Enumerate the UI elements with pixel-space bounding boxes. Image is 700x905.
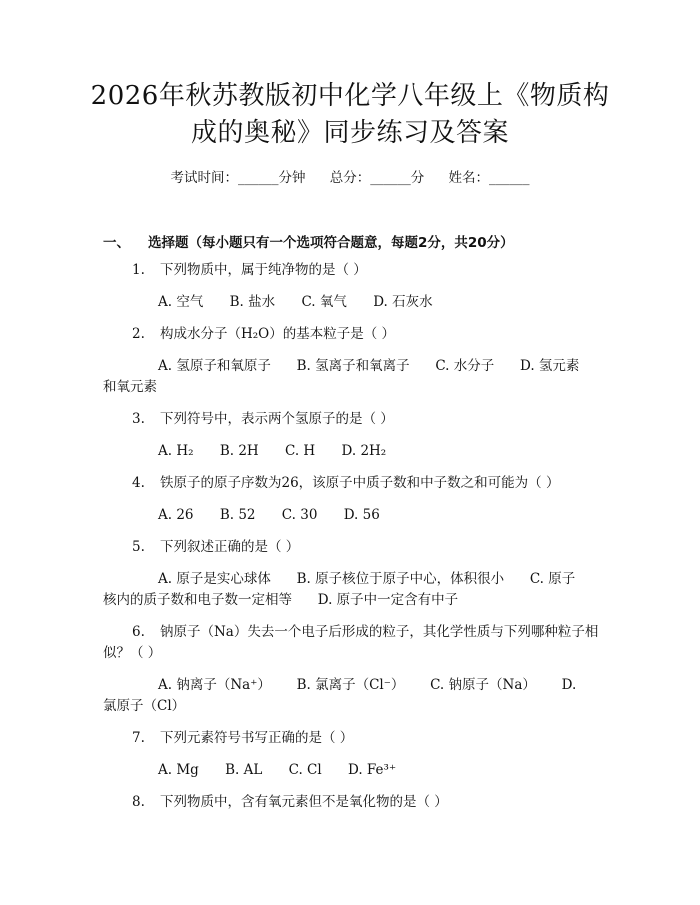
question-6-options-line-1: A. 钠离子（Na⁺） B. 氯离子（Cl⁻） C. 钠原子（Na） D.	[158, 677, 577, 693]
question-number: 5.	[132, 539, 145, 555]
section-number: 一、	[103, 235, 130, 251]
option-c: C. H	[285, 443, 316, 459]
question-text: 下列物质中，属于纯净物的是（ ）	[160, 262, 367, 278]
exam-meta	[0, 169, 700, 187]
question-7	[132, 727, 353, 749]
question-5-options-line-2: 核内的质子数和电子数一定相等 D. 原子中一定含有中子	[103, 592, 459, 608]
question-4-options	[158, 504, 402, 526]
option-a: A. H₂	[158, 443, 194, 459]
section-heading	[103, 231, 514, 251]
question-6	[132, 621, 598, 643]
question-5-options-line-1: A. 原子是实心球体 B. 原子核位于原子中心，体积很小 C. 原子	[158, 571, 576, 587]
question-text: 下列叙述正确的是（ ）	[160, 539, 300, 555]
section-title: 选择题（每小题只有一个选项符合题意，每题2分，共20分）	[148, 235, 514, 251]
option-d: D. 2H₂	[341, 443, 387, 459]
option-b: B. AL	[225, 762, 263, 778]
question-1-options	[158, 291, 455, 313]
question-2-options-line-1: A. 氢原子和氧原子 B. 氢离子和氧离子 C. 水分子 D. 氢元素	[158, 358, 580, 374]
question-4	[132, 472, 559, 494]
question-text: 下列物质中，含有氧元素但不是氧化物的是（ ）	[160, 794, 448, 810]
exam-time: 考试时间：______分钟	[170, 170, 306, 186]
question-text: 构成水分子（H₂O）的基本粒子是（ ）	[160, 326, 396, 342]
option-c: C. Cl	[288, 762, 322, 778]
title-line-2: 成的奥秘》同步练习及答案	[190, 118, 509, 148]
title-line-1: 2026年秋苏教版初中化学八年级上《物质构	[90, 81, 610, 111]
question-5	[132, 536, 299, 558]
question-number: 4.	[132, 475, 145, 491]
question-text: 铁原子的原子序数为26，该原子中质子数和中子数之和可能为（ ）	[160, 475, 560, 491]
option-a: A. 26	[158, 507, 194, 523]
question-number: 2.	[132, 326, 145, 342]
student-name: 姓名：______	[448, 170, 530, 186]
option-d: D. Fe³⁺	[347, 762, 397, 778]
question-2	[132, 323, 395, 345]
question-6-text-line-2: 似？（ ）	[103, 645, 162, 661]
option-b: B. 盐水	[229, 294, 276, 310]
question-1	[132, 259, 367, 281]
question-number: 6.	[132, 624, 145, 640]
option-c: C. 30	[281, 507, 318, 523]
question-text: 钠原子（Na）失去一个电子后形成的粒子，其化学性质与下列哪种粒子相	[160, 624, 599, 640]
question-number: 1.	[132, 262, 145, 278]
option-b: B. 52	[219, 507, 256, 523]
option-c: C. 氧气	[301, 294, 347, 310]
option-b: B. 2H	[219, 443, 259, 459]
exam-score: 总分：______分	[329, 170, 425, 186]
question-6-options-line-2: 氯原子（Cl）	[103, 698, 186, 714]
question-8	[132, 791, 448, 813]
question-number: 8.	[132, 794, 145, 810]
document-title	[80, 78, 620, 152]
question-3	[132, 408, 394, 430]
question-number: 3.	[132, 411, 145, 427]
option-d: D. 石灰水	[373, 294, 433, 310]
question-2-options-line-2: 和氧元素	[103, 379, 157, 395]
option-a: A. Mg	[158, 762, 199, 778]
question-7-options	[158, 759, 418, 781]
option-a: A. 空气	[158, 294, 204, 310]
option-d: D. 56	[343, 507, 380, 523]
question-text: 下列元素符号书写正确的是（ ）	[160, 730, 354, 746]
question-number: 7.	[132, 730, 145, 746]
question-text: 下列符号中，表示两个氢原子的是（ ）	[160, 411, 394, 427]
question-3-options	[158, 440, 408, 462]
